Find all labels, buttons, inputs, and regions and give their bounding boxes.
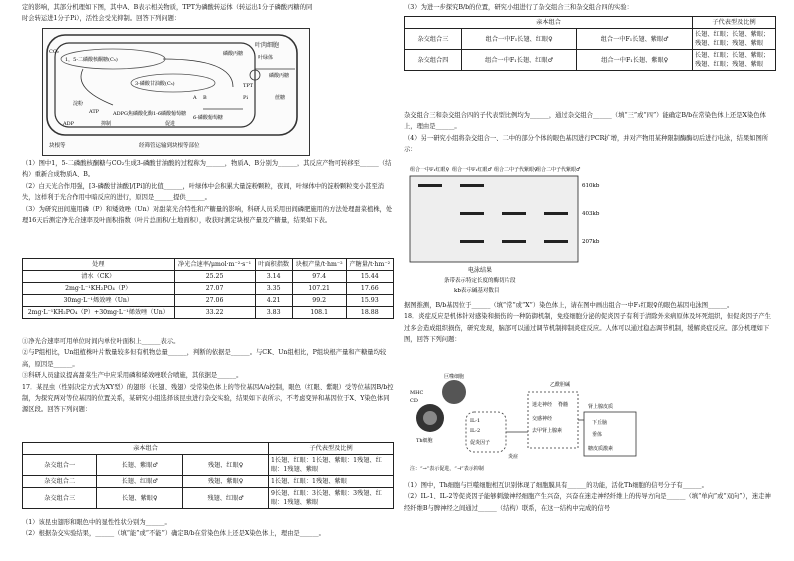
t3-cell: 组合一中F₁长翅、紫眼♀: [577, 50, 693, 71]
t1-cell: 25.25: [174, 271, 255, 283]
t3-cell: 组合一中F₁长翅、紫眼♂: [577, 29, 693, 50]
label-phloem: 经筛管运输到块根等部位: [139, 143, 200, 149]
t2-cell: 残翅、红眼♂: [183, 488, 269, 509]
label-th: Th细胞: [416, 438, 433, 444]
macrophage: [442, 380, 466, 404]
label-adpg: ADPG焦磷酸化酶: [113, 111, 153, 117]
t1-cell: 3.83: [255, 307, 292, 319]
t2-cell: 杂交组合一: [23, 455, 97, 476]
label-tpt: TPT: [243, 83, 254, 89]
t1-cell: 15.44: [346, 271, 393, 283]
label-il2: IL-2: [470, 428, 481, 434]
label-atp: ATP: [89, 109, 100, 115]
label-inhibit: 抑制: [101, 121, 112, 127]
t1-cell: 15.93: [346, 295, 393, 307]
band: [502, 240, 526, 243]
th-nucleus: [423, 411, 437, 425]
t1-cell: 2mg·L⁻¹KH₂PO₄（P）+30mg·L⁻¹烯效唑（Un）: [23, 307, 175, 319]
gel-lane-label-3: 组合二中子代紫眼♀: [494, 167, 538, 173]
t2-cell: 9长翅、红眼：3长翅、紫眼：3残翅、红眼：1残翅、紫眼: [269, 488, 394, 509]
label-ne: 去甲肾上腺素: [532, 428, 563, 434]
photosynthesis-diagram-svg: [43, 29, 309, 155]
t1-cell: 3.35: [255, 283, 292, 295]
t2-cell: 残翅、红眼♀: [183, 455, 269, 476]
inflammation-diagram: [408, 372, 640, 474]
t3-cell: 杂交组合三: [405, 29, 462, 50]
table-row: [23, 476, 394, 488]
label-co2: CO₂: [49, 49, 59, 55]
table-row: [405, 50, 776, 71]
t3-cell: 杂交组合四: [405, 50, 462, 71]
label-cytokine: 促炎因子: [470, 440, 491, 446]
band: [460, 184, 484, 187]
label-triose-phosphate: 磷酸丙糖: [223, 51, 244, 57]
label-macrophage: 巨噬细胞: [444, 374, 465, 380]
size-403: 403kb: [582, 211, 600, 217]
label-il1: IL-1: [470, 418, 481, 424]
band: [460, 212, 484, 215]
label-a: A: [193, 95, 197, 101]
size-610: 610kb: [582, 183, 600, 189]
question-18: 18．炎症反应是机体针对感染和损伤的一种防御机制，免疫细胞分泌的促炎因子有利于清除外来病原体及坏死组织，但促炎因子产生过多会造成组织损伤，研究发现，脑部可以通过调节机制抑制炎症反应。人体可以通过稳态调节机制，缓解炎症反应。部分机理如下图，回答下列问题：: [404, 313, 771, 344]
question-17-4b: 据图推测，B/b基因位于______（填“常”或“X”）染色体上，请在图中画出组合一中F₁红眼♀的眼色基因电泳图______。: [404, 302, 734, 309]
table-row: [23, 488, 394, 509]
left-column: [22, 0, 394, 561]
gel-caption-2: 条带表示特定长度的酶切片段: [444, 278, 516, 284]
question-1-3: （3）为研究田间施用磷（P）和矮效唑（Un）对甜菜光合特性和产糖量的影响，科研人员采用田间磷肥施用的方法处理甜菜植株，处理16天后测定净光合速率及叶面积指数（叶片总面积/土地面积），收获时测定块根产量及产糖量，结果如下表。: [22, 205, 393, 225]
t1-cell: 97.4: [292, 271, 346, 283]
label-sympathetic: 交感神经: [532, 416, 553, 422]
label-vagus: 迷走神经: [532, 402, 553, 408]
t1-cell: 2mg·L⁻¹KH₂PO₄（P）: [23, 283, 175, 295]
t2-h1: 子代表型及比例: [269, 443, 394, 455]
label-pituitary: 垂体: [592, 432, 603, 438]
question-17-3: （3）为进一步探究B/b的位置，研究小组进行了杂交组合三和杂交组合四的实验：: [404, 4, 633, 11]
label-hypothalamus: 下丘脑: [592, 420, 608, 426]
t1-h3: 块根产量/t·hm⁻²: [292, 259, 346, 271]
label-mhc: MHC: [410, 390, 424, 396]
t3-h1: 子代表型及比例: [693, 17, 776, 29]
table-row: [405, 29, 776, 50]
t1-cell: 17.66: [346, 283, 393, 295]
question-17-4: （4）另一研究小组将杂交组合一、二中的部分个体的眼色基因进行PCR扩增，并对产物用某种限制酶酶切后进行电泳，结果如图所示：: [404, 134, 769, 154]
table-row: [23, 455, 394, 476]
label-rubp: 1，5-二磷酸核酮糖(C₅): [65, 57, 118, 63]
question-17-2: （2）根据杂交实验结果，______（填“能”或“不能”）确定B/b在常染色体上还是X染色体上，理由是______。: [22, 530, 325, 538]
t2-cell: 1长翅、红眼：1残翅、紫眼: [269, 476, 394, 488]
label-starch: 淀粉: [73, 101, 84, 107]
question-17-3b: 杂交组合三和杂交组合四的子代表型比例均为______，通过杂交组合______（填“三”或“四”）能确定B/b在常染色体上还是X染色体上，理由是______。: [404, 112, 766, 131]
question-1-2: （2）白天光合作用强，[3-磷酸甘油酸]/[Pi]的比值______，叶绿体中会积累大量淀粉颗粒，夜间，叶绿体中的淀粉颗粒变小甚至消失，这样利于光合作用中暗反应的进行，原因是______提供______。: [22, 182, 385, 202]
inflammation-svg: [408, 372, 640, 474]
table-row: [23, 307, 394, 319]
label-mesophyll: 叶肉细胞: [255, 42, 280, 49]
photosynthesis-diagram: [42, 28, 310, 156]
label-b: B: [203, 95, 207, 101]
sub-question-1: ①净光合速率可用单位时间内单位叶面积上______表示。: [22, 338, 180, 345]
t2-cell: 1长翅、红眼：1长翅、紫眼：1残翅、红眼：1残翅、紫眼: [269, 455, 394, 476]
table-row: [23, 271, 394, 283]
right-column: [404, 0, 776, 561]
t1-h2: 叶面积指数: [255, 259, 292, 271]
label-inflammation: 炎症: [508, 454, 519, 460]
label-root: 块根等: [49, 143, 66, 149]
table-row: [23, 295, 394, 307]
t3-cell: 组合一中F₁长翅、红眼♂: [461, 50, 577, 71]
t1-cell: 107.21: [292, 283, 346, 295]
t1-cell: 108.1: [292, 307, 346, 319]
sub-question-2: ②与P组相比，Un组植株叶片数量较多但有机物总量______，判断的依据是______。与CK、Un组相比，P组块根产量和产糖量均较高，原因是______。: [22, 349, 387, 368]
t2-cell: 杂交组合三: [23, 488, 97, 509]
diagram-note: 注：“→”表示促进，“⊣”表示抑制: [410, 466, 484, 472]
t1-cell: 33.22: [174, 307, 255, 319]
band: [544, 212, 568, 215]
gel-lane-label-4: 组合二中子代紫眼♂: [536, 167, 581, 173]
t2-cell: 杂交组合二: [23, 476, 97, 488]
t3-cell: 长翅、红眼；长翅、紫眼；残翅、红眼；残翅、紫眼: [693, 29, 776, 50]
table-3: [404, 16, 776, 71]
t1-cell: 清水（CK）: [23, 271, 175, 283]
t1-h4: 产糖量/t·hm⁻²: [346, 259, 393, 271]
band: [502, 212, 526, 215]
t1-cell: 30mg·L⁻¹烯效唑（Un）: [23, 295, 175, 307]
sub-question-3: ③科研人员建议提高甜菜生产中应采用磷和烯效唑联合喷施，其依据是______。: [22, 372, 243, 380]
band: [418, 184, 442, 187]
band: [544, 240, 568, 243]
t1-cell: 27.07: [174, 283, 255, 295]
t3-h0: 亲本组合: [405, 17, 693, 29]
t3-cell: 组合一中F₁长翅、红眼♀: [461, 29, 577, 50]
label-triose-cytosol: 磷酸丙糖: [269, 73, 290, 79]
gel-figure: [408, 164, 608, 298]
t1-cell: 99.2: [292, 295, 346, 307]
t2-cell: 长翅、紫眼♂: [97, 455, 183, 476]
label-spinal: 脊髓: [558, 402, 569, 408]
t2-cell: 长翅、红眼♂: [97, 476, 183, 488]
table-row: [23, 283, 394, 295]
question-17: 17．某昆虫（性别决定方式为XY型）的翅形（长翅、残翅）受常染色体上的等位基因A/a控制，眼色（红眼、紫眼）受等位基因B/b控制，为探究两对等位基因的位置关系，某研究小组选择该昆虫进行杂交实验，结果如下表所示，不考虑变异和基因位于X、Y染色体同源区段。回答下列问题：: [22, 383, 394, 414]
gel-caption-1: 电泳结果: [468, 267, 493, 274]
label-g6p: 6-磷酸葡萄糖: [193, 115, 223, 121]
t1-h0: 处理: [23, 259, 175, 271]
t2-cell: 长翅、紫眼♀: [97, 488, 183, 509]
gel-caption-3: kb表示碱基对数目: [454, 288, 500, 294]
question-18-1: （1）图中，Th细胞与巨噬细胞相互识别体现了细胞膜具有______的功能，活化Th细胞的信号分子有______。: [404, 482, 708, 489]
label-ach: 乙酰胆碱: [550, 382, 571, 388]
gel-svg: [408, 164, 608, 298]
label-pi: Pi: [243, 95, 248, 101]
t1-cell: 3.14: [255, 271, 292, 283]
intro-line-1: 定的影响，其部分机理如下图，其中A、B表示相关物质，TPT为磷酸转运体（转运出1分子磷酸丙糖的同: [22, 4, 313, 11]
label-adrenal: 肾上腺皮质: [588, 404, 614, 410]
table-2: [22, 442, 394, 509]
band: [460, 240, 484, 243]
t1-cell: 18.88: [346, 307, 393, 319]
label-cd: CD: [410, 398, 418, 404]
t3-cell: 长翅、红眼；长翅、紫眼；残翅、红眼；残翅、紫眼: [693, 50, 776, 71]
size-207: 207kb: [582, 239, 600, 245]
label-sucrose: 蔗糖: [275, 95, 286, 101]
question-1-1: （1）图中1，5-二磷酸核酮糖与CO₂生成3-磷酸甘油酸的过程称为______，物质A、B分别为______，其反应产物可转移至______（结构）重新合成物质A、B。: [22, 160, 392, 179]
gel-lane-label-1: 组合一中F₁红眼♀: [410, 167, 450, 173]
label-chloroplast: 叶绿体: [258, 55, 274, 61]
label-adp: ADP: [63, 121, 74, 127]
label-promote: 促进: [165, 121, 176, 127]
t2-h0: 亲本组合: [23, 443, 269, 455]
label-3pga: 3-磷酸甘油酸(C₃): [135, 81, 175, 87]
cycle-arrow-2: [81, 69, 113, 105]
intro-line-2: 时会转运进1分子Pi），活性会受光抑制。回答下列问题：: [22, 15, 181, 23]
t1-cell: 27.06: [174, 295, 255, 307]
label-gc: 糖皮质激素: [588, 446, 614, 452]
table-1: [22, 258, 394, 319]
t1-cell: 4.21: [255, 295, 292, 307]
gel-box: [410, 176, 578, 262]
gel-lane-label-2: 组合一中F₁红眼♂: [452, 167, 492, 173]
question-17-1: （1）该昆虫翅形和眼色中的显性性状分别为______。: [22, 519, 171, 526]
label-g1p: 1-6磷酸葡萄糖: [153, 111, 187, 117]
question-18-2: （2）IL-1、IL-2等促炎因子能够刺激神经细胞产生兴奋，兴奋在迷走神经纤维上的传导方向是______（填“单向”或“双向”），迷走神经纤维B与脾神经之间通过______（结构）联系，在这一结构中完成的信号: [404, 493, 771, 512]
t2-cell: 残翅、紫眼♀: [183, 476, 269, 488]
t1-h1: 净光合速率/μmol·m⁻²·s⁻¹: [174, 259, 255, 271]
